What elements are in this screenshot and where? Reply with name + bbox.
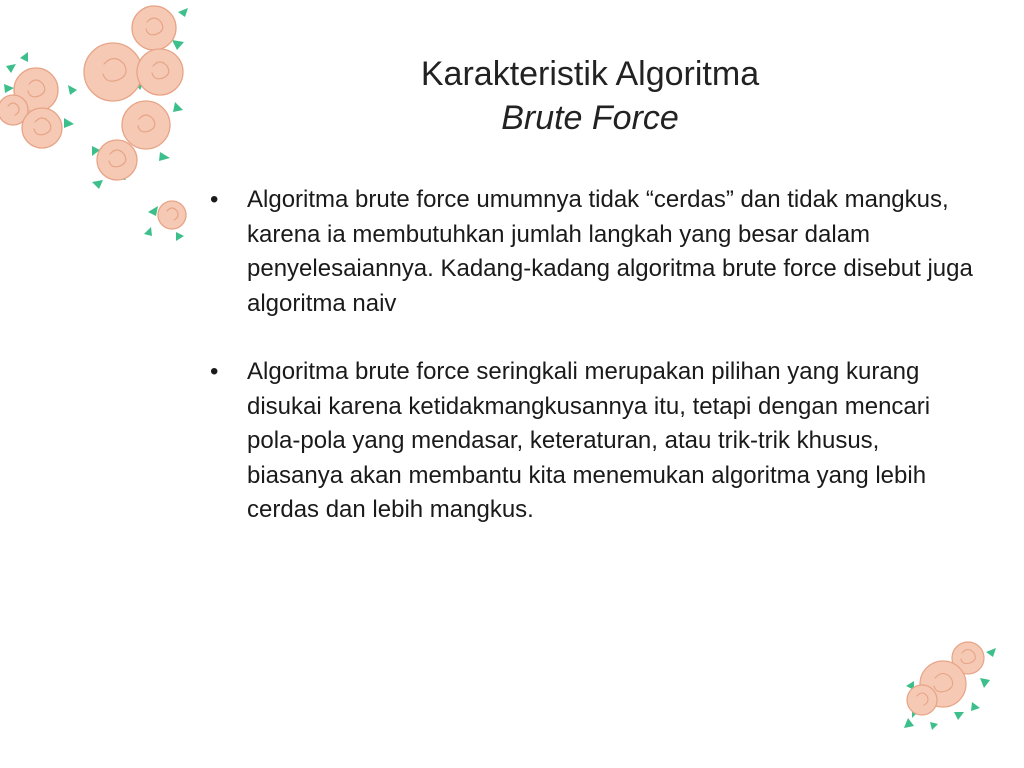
slide-title <box>320 52 860 140</box>
bullet-text: Algoritma brute force umumnya tidak “cerdas” dan tidak mangkus, karena ia membutuhkan jumlah langkah yang besar dalam penyelesaiannya. Kadang-kadang algoritma brute force disebut juga algoritma naiv <box>247 186 973 317</box>
bullet-text: Algoritma brute force seringkali merupakan pilihan yang kurang disukai karena ketidakmangkusannya itu, tetapi dengan mencari pola-pola yang mendasar, keteraturan, atau trik-trik khusus, biasanya akan membantu kita menemukan algoritma yang lebih cerdas dan lebih mangkus. <box>247 358 931 523</box>
bullet-item <box>205 183 975 321</box>
title-main: Karakteristik Algoritma <box>420 55 760 93</box>
bullet-item <box>205 355 975 528</box>
title-subtitle: Brute Force <box>501 99 679 137</box>
rose-cluster-bottom-right-icon <box>900 638 1000 733</box>
bullet-dot-icon: • <box>210 186 219 213</box>
bullet-list <box>205 183 975 528</box>
rose-cluster-top-left-icon <box>0 0 200 245</box>
bullet-dot-icon: • <box>210 358 219 385</box>
